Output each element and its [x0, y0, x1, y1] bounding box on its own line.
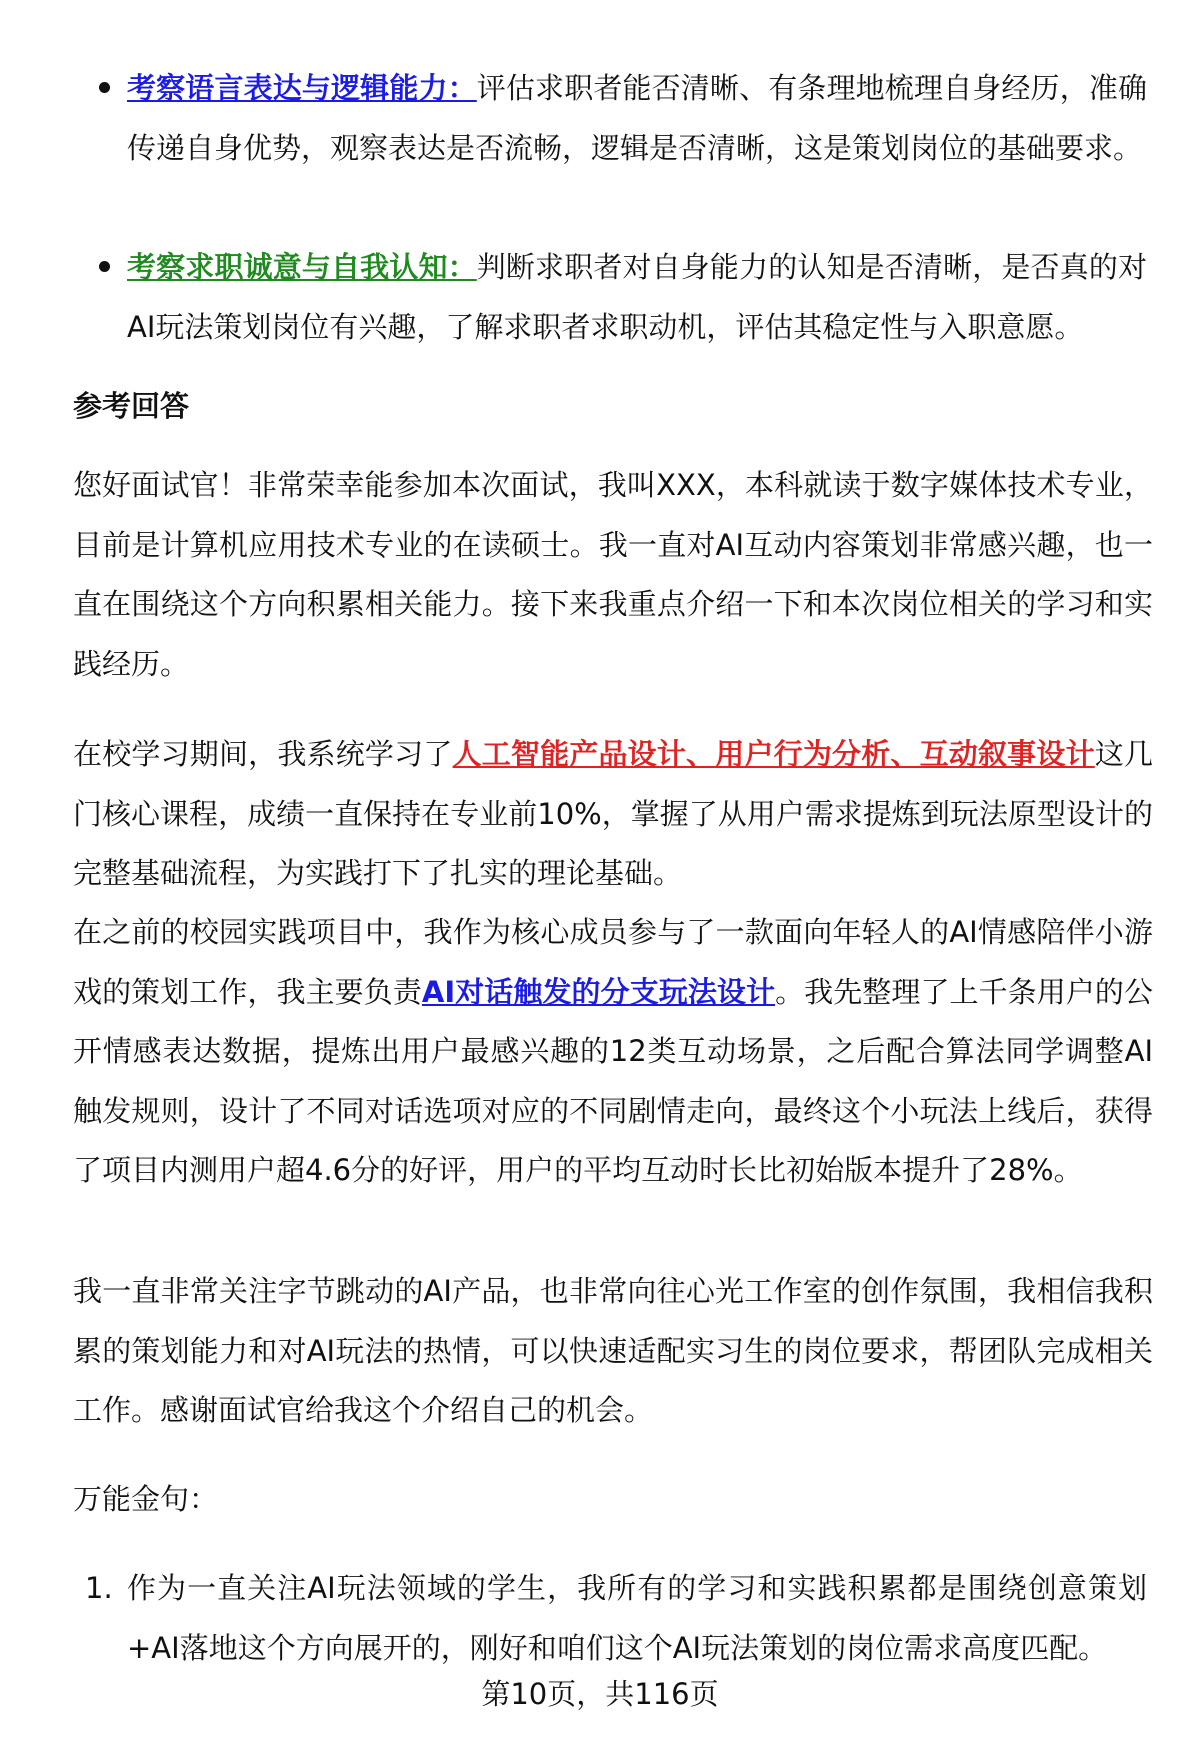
list-text: 作为一直关注AI玩法领域的学生，我所有的学习和实践积累都是围绕创意策划+AI落地这个方向展开的，刚好和咱们这个AI玩法策划的岗位需求高度匹配。: [127, 1571, 1147, 1665]
golden-label: 万能金句：: [73, 1482, 219, 1516]
paragraph-closing: 我一直非常关注字节跳动的AI产品，也非常向往心光工作室的创作氛围，我相信我积累的策划能力和对AI玩法的热情，可以快速适配实习生的岗位要求，帮团队完成相关工作。感谢面试官给我这个介绍自己的机会。: [73, 1274, 1153, 1427]
bullet-item: [127, 59, 1147, 178]
bullet-icon: [99, 261, 110, 272]
paragraph-project: [73, 903, 1153, 1201]
bullet-item: [127, 238, 1147, 357]
highlight-link[interactable]: AI对话触发的分支玩法设计: [421, 974, 776, 1009]
list-number: 1.: [85, 1571, 113, 1605]
text: 。我先整理了上千条用户的公开情感表达数据，提炼出用户最感兴趣的12类互动场景，之后配合算法同学调整AI触发规则，设计了不同对话选项对应的不同剧情走向，最终这个小玩法上线后，获得了项目内测用户超4.6分的好评，用户的平均互动时长比初始版本提升了28%。: [73, 974, 1153, 1187]
section-heading: 参考回答: [73, 389, 190, 423]
bullet-label-link[interactable]: 考察求职诚意与自我认知：: [127, 250, 477, 284]
page-footer: 第10页，共116页: [481, 1677, 719, 1711]
highlight-courses: 人工智能产品设计、用户行为分析、互动叙事设计: [452, 737, 1095, 771]
bullet-text: 判断求职者对自身能力的认知是否清晰，是否真的对AI玩法策划岗位有兴趣，了解求职者求职动机，评估其稳定性与入职意愿。: [127, 250, 1147, 344]
paragraph-study: [73, 725, 1153, 904]
paragraph-intro: 您好面试官！非常荣幸能参加本次面试，我叫XXX，本科就读于数字媒体技术专业，目前是计算机应用技术专业的在读硕士。我一直对AI互动内容策划非常感兴趣，也一直在围绕这个方向积累相关能力。接下来我重点介绍一下和本次岗位相关的学习和实践经历。: [73, 468, 1153, 681]
bullet-text: 评估求职者能否清晰、有条理地梳理自身经历，准确传递自身优势，观察表达是否流畅，逻辑是否清晰，这是策划岗位的基础要求。: [127, 71, 1147, 165]
text: 在之前的校园实践项目中，我作为核心成员参与了一款面向年轻人的AI情感陪伴小游戏的策划工作，我主要负责: [73, 915, 1153, 1009]
text: 这几门核心课程，成绩一直保持在专业前10%，掌握了从用户需求提炼到玩法原型设计的完整基础流程，为实践打下了扎实的理论基础。: [73, 737, 1153, 890]
bullet-label-link[interactable]: 考察语言表达与逻辑能力：: [127, 71, 477, 105]
list-item: [85, 1559, 1147, 1678]
bullet-icon: [99, 82, 110, 93]
text: 在校学习期间，我系统学习了: [73, 737, 453, 771]
